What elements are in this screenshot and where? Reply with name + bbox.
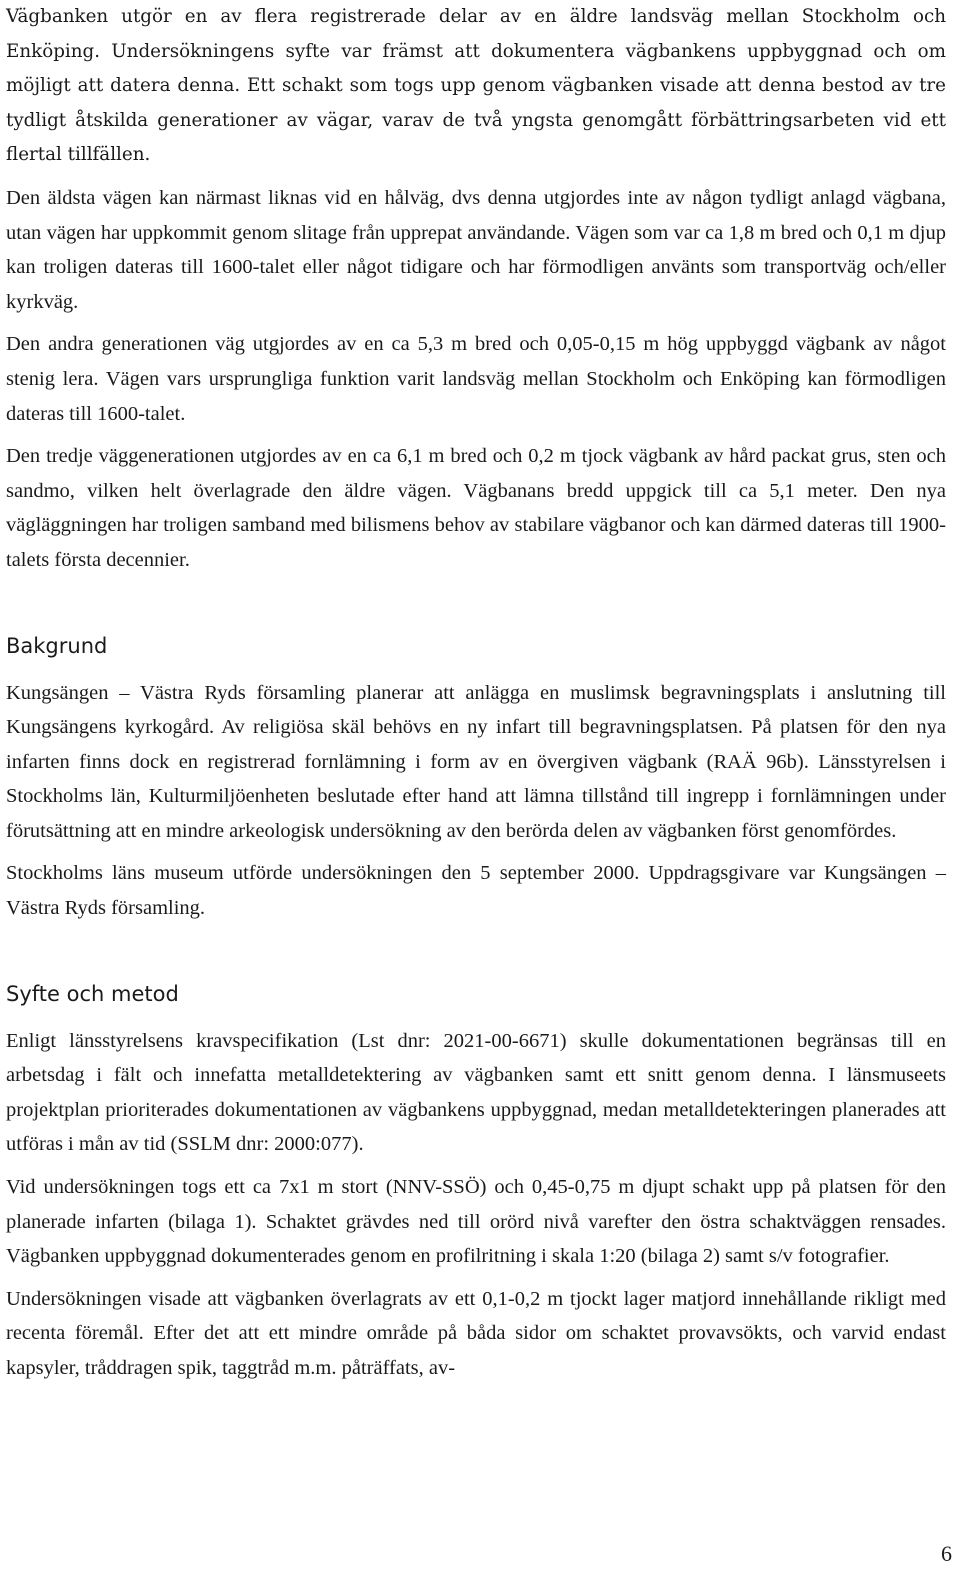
page-number: 6	[941, 1541, 952, 1566]
syfte-paragraph: Undersökningen visade att vägbanken överlagrats av ett 0,1-0,2 m tjockt lager matjord innehållande rikligt med recenta föremål. Efter det att ett mindre område på båda sidor om schaktet provavsökts, och varvid endast kapsyler, tråddragen spik, taggtråd m.m. påträffats, av-	[6, 1287, 946, 1379]
road-generations-section	[6, 181, 946, 578]
syfte-paragraph: Vid undersökningen togs ett ca 7x1 m stort (NNV-SSÖ) och 0,45-0,75 m djupt schakt upp på platsen för den planerade infarten (bilaga 1). Schaktet grävdes ned till orörd nivå varefter den östra schaktväggen rensades. Vägbanken uppbyggnad dokumenterades genom en profilritning i skala 1:20 (bilaga 2) samt s/v fotografier.	[6, 1176, 946, 1268]
bakgrund-section	[6, 628, 946, 926]
oldest-road-paragraph: Den äldsta vägen kan närmast liknas vid en hålväg, dvs denna utgjordes inte av någon tydligt anlagd vägbana, utan vägen har uppkommit genom slitage från upprepat användande. Vägen som var ca 1,8 m bred och 0,1 m djup kan troligen dateras till 1600-talet eller något tidigare och har förmodligen använts som transportväg och/eller kyrkväg.	[6, 186, 946, 313]
bakgrund-paragraph: Stockholms läns museum utförde undersökningen den 5 september 2000. Uppdragsgivare var Kungsängen – Västra Ryds församling.	[6, 862, 946, 920]
summary-section	[6, 0, 946, 173]
bakgrund-heading: Bakgrund	[6, 633, 108, 658]
second-road-paragraph: Den andra generationen väg utgjordes av en ca 5,3 m bred och 0,05-0,15 m hög uppbyggd vägbank av något stenig lera. Vägen vars ursprungliga funktion varit landsväg mellan Stockholm och Enköping kan förmodligen dateras till 1600-talet.	[6, 333, 946, 425]
document-page	[6, 0, 946, 1386]
syfte-och-metod-section	[6, 976, 946, 1386]
bakgrund-paragraph: Kungsängen – Västra Ryds församling planerar att anlägga en muslimsk begravningsplats i anslutning till Kungsängens kyrkogård. Av religiösa skäl behövs en ny infart till begravningsplatsen. På platsen för den nya infarten finns dock en registrerad fornlämning i form av en övergiven vägbank (RAÄ 96b). Länsstyrelsen i Stockholms län, Kulturmiljöenheten beslutade efter hand att lämna tillstånd till ingrepp i fornlämningen under förutsättning att en mindre arkeologisk undersökning av den berörda delen av vägbanken först genomfördes.	[6, 681, 946, 842]
syfte-paragraph: Enligt länsstyrelsens kravspecifikation (Lst dnr: 2021-00-6671) skulle dokumentationen begränsas till en arbetsdag i fält och innefatta metalldetektering av vägbanken samt ett snitt genom denna. I länsmuseets projektplan prioriterades dokumentationen av vägbankens uppbyggnad, medan metalldetekteringen planerades att utföras i mån av tid (SSLM dnr: 2000:077).	[6, 1029, 946, 1156]
third-road-paragraph: Den tredje väggenerationen utgjordes av en ca 6,1 m bred och 0,2 m tjock vägbank av hård packat grus, sten och sandmo, vilken helt överlagrade den äldre vägen. Vägbanans bredd uppgick till ca 5,1 meter. Den nya vägläggningen har troligen samband med bilismens behov av stabilare vägbanor och kan därmed dateras till 1900-talets första decennier.	[6, 445, 946, 571]
syfte-och-metod-heading: Syfte och metod	[6, 981, 179, 1006]
summary-paragraph: Vägbanken utgör en av flera registrerade delar av en äldre landsväg mellan Stockholm och Enköping. Undersökningens syfte var främst att dokumentera vägbankens uppbyggnad och om möjligt att datera denna. Ett schakt som togs upp genom vägbanken visade att denna bestod av tre tydligt åtskilda generationer av vägar, varav de två yngsta genomgått förbättringsarbeten vid ett flertal tillfällen.	[6, 6, 946, 166]
